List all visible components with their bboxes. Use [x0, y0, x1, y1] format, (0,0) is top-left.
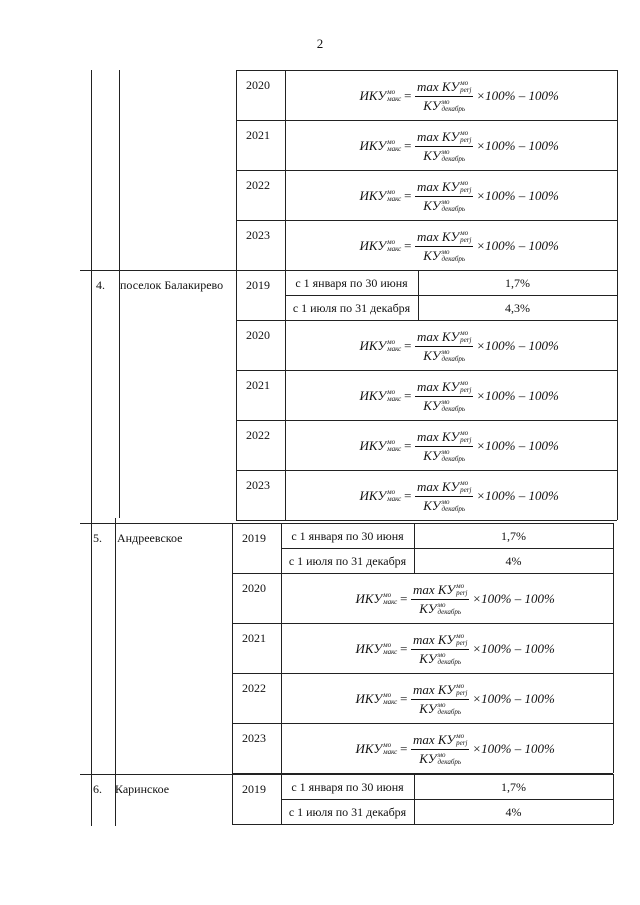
index-formula: ИКУ мо макс = max КУ мо реrj КУ мо декабрь ×100% – 100% — [355, 581, 555, 616]
entry-separator — [232, 573, 613, 574]
index-formula: ИКУ мо макс = max КУ мо реrj КУ мо декабрь ×100% – 100% — [359, 478, 559, 513]
value-cell-border — [617, 270, 618, 320]
year-cell-border — [285, 320, 286, 370]
period-label: с 1 января по 30 июня — [291, 780, 404, 794]
year-label: 2019 — [242, 782, 266, 796]
index-formula: ИКУ мо макс = max КУ мо реrj КУ мо декабрь ×100% – 100% — [359, 178, 559, 213]
value-cell-border — [617, 370, 618, 420]
year-cell-border — [281, 723, 282, 773]
year-cell-border — [232, 723, 233, 773]
year-cell-border — [281, 573, 282, 623]
year-cell-border — [285, 70, 286, 120]
number-column-border — [91, 70, 92, 826]
index-formula: ИКУ мо макс = max КУ мо реrj КУ мо декабрь ×100% – 100% — [359, 328, 559, 363]
index-formula: ИКУ мо макс = max КУ мо реrj КУ мо декабрь ×100% – 100% — [355, 681, 555, 716]
entry-separator — [236, 470, 617, 471]
row-number: 5. — [93, 531, 102, 545]
index-value: 4% — [505, 554, 522, 568]
row-bottom-border — [232, 824, 613, 825]
year-cell-border — [285, 170, 286, 220]
index-formula: ИКУ мо макс = max КУ мо реrj КУ мо декабрь ×100% – 100% — [355, 731, 555, 766]
settlement-name: Каринское — [115, 782, 170, 796]
value-cell-border — [617, 220, 618, 270]
year-cell-border — [236, 470, 237, 520]
entry-separator — [232, 723, 613, 724]
name-column-border — [119, 70, 120, 518]
year-cell-border — [281, 623, 282, 673]
row-separator — [80, 523, 613, 524]
value-cell-border — [613, 673, 614, 723]
year-label: 2022 — [242, 681, 266, 695]
year-cell-border — [232, 573, 233, 623]
value-cell-border — [617, 420, 618, 470]
index-value: 4,3% — [505, 301, 530, 315]
year-cell-border — [285, 470, 286, 520]
year-label: 2021 — [246, 378, 270, 392]
year-label: 2020 — [246, 328, 270, 342]
value-cell-border — [617, 320, 618, 370]
entry-separator — [232, 623, 613, 624]
row-number: 4. — [96, 278, 105, 292]
name-column-border — [115, 518, 116, 826]
year-cell-border — [236, 70, 237, 120]
year-cell-border — [236, 370, 237, 420]
page-number: 2 — [316, 36, 324, 51]
year-cell-border — [236, 220, 237, 270]
row-separator — [80, 774, 613, 775]
entry-separator — [236, 320, 617, 321]
year-cell-border — [232, 523, 233, 573]
year-cell-border — [232, 623, 233, 673]
value-cell-border — [613, 573, 614, 623]
period-label: с 1 июля по 31 декабря — [292, 301, 411, 315]
index-value: 1,7% — [505, 276, 530, 290]
year-cell-border — [285, 370, 286, 420]
index-formula: ИКУ мо макс = max КУ мо реrj КУ мо декабрь ×100% – 100% — [359, 428, 559, 463]
entry-separator — [236, 370, 617, 371]
entry-separator — [232, 673, 613, 674]
year-label: 2023 — [242, 731, 266, 745]
year-cell-border — [285, 220, 286, 270]
year-cell-border — [236, 320, 237, 370]
index-formula: ИКУ мо макс = max КУ мо реrj КУ мо декабрь ×100% – 100% — [355, 631, 555, 666]
period-separator — [281, 799, 613, 800]
period-label: с 1 января по 30 июня — [295, 276, 408, 290]
value-cell-border — [617, 120, 618, 170]
year-label: 2021 — [242, 631, 266, 645]
period-label: с 1 января по 30 июня — [291, 529, 404, 543]
year-label: 2023 — [246, 478, 270, 492]
settlement-name: поселок Балакирево — [120, 278, 224, 292]
year-label: 2019 — [242, 531, 266, 545]
value-cell-border — [617, 70, 618, 120]
settlement-name: Андреевское — [117, 531, 183, 545]
index-formula: ИКУ мо макс = max КУ мо реrj КУ мо декабрь ×100% – 100% — [359, 128, 559, 163]
period-separator — [285, 295, 617, 296]
entry-separator — [236, 170, 617, 171]
year-cell-border — [236, 270, 237, 320]
year-cell-border — [232, 774, 233, 824]
year-cell-border — [285, 420, 286, 470]
index-formula: ИКУ мо макс = max КУ мо реrj КУ мо декабрь ×100% – 100% — [359, 228, 559, 263]
year-cell-border — [285, 120, 286, 170]
year-label: 2020 — [242, 581, 266, 595]
year-label: 2023 — [246, 228, 270, 242]
year-cell-border — [236, 120, 237, 170]
index-formula: ИКУ мо макс = max КУ мо реrj КУ мо декабрь ×100% – 100% — [359, 78, 559, 113]
year-label: 2022 — [246, 178, 270, 192]
index-value: 1,7% — [501, 780, 526, 794]
value-cell-border — [617, 470, 618, 520]
period-separator — [281, 548, 613, 549]
row-separator — [236, 70, 617, 71]
index-value: 1,7% — [501, 529, 526, 543]
row-number: 6. — [93, 782, 102, 796]
year-label: 2022 — [246, 428, 270, 442]
year-label: 2021 — [246, 128, 270, 142]
value-cell-border — [613, 774, 614, 824]
row-bottom-border — [236, 520, 617, 521]
year-label: 2020 — [246, 78, 270, 92]
value-cell-border — [613, 623, 614, 673]
year-label: 2019 — [246, 278, 270, 292]
value-cell-border — [617, 170, 618, 220]
index-value: 4% — [505, 805, 522, 819]
value-cell-border — [613, 523, 614, 573]
entry-separator — [236, 420, 617, 421]
year-cell-border — [236, 420, 237, 470]
year-cell-border — [236, 170, 237, 220]
year-cell-border — [232, 673, 233, 723]
entry-separator — [236, 120, 617, 121]
value-cell-border — [613, 723, 614, 773]
period-label: с 1 июля по 31 декабря — [288, 805, 407, 819]
period-label: с 1 июля по 31 декабря — [288, 554, 407, 568]
year-cell-border — [281, 673, 282, 723]
index-formula: ИКУ мо макс = max КУ мо реrj КУ мо декабрь ×100% – 100% — [359, 378, 559, 413]
row-separator — [80, 270, 617, 271]
entry-separator — [236, 220, 617, 221]
